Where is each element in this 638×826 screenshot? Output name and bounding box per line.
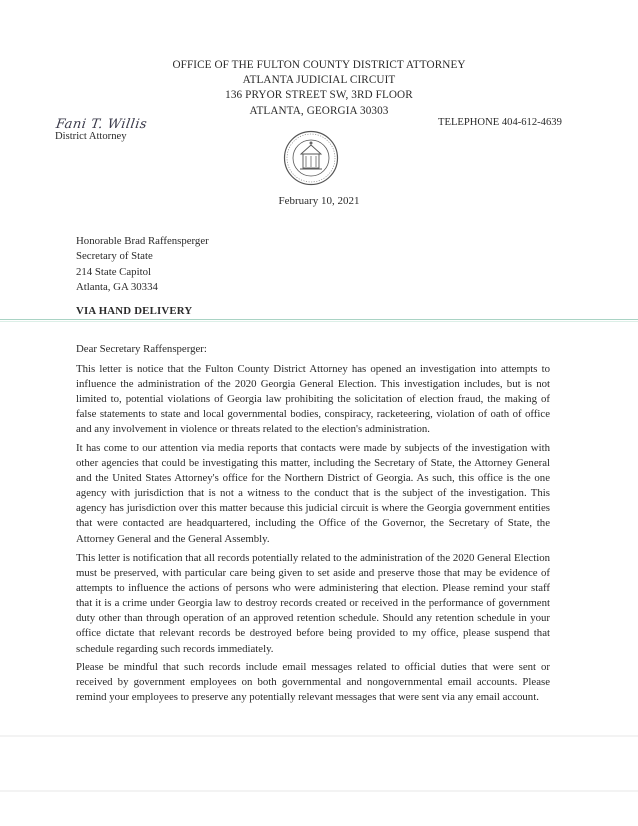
letter-date: February 10, 2021: [278, 195, 360, 207]
delivery-method: VIA HAND DELIVERY: [76, 305, 193, 317]
scan-artifact: [0, 735, 638, 737]
letterhead-circuit: ATLANTA JUDICIAL CIRCUIT: [242, 74, 396, 87]
county-seal-icon: [283, 130, 339, 186]
paragraph-jurisdiction: It has come to our attention via media reports that contacts were made by subjects of the investigation with other agencies that could be investigating this matter, including the Secretary of State, the Attorney General and the United States Attorney's office for the Northern District of Georgia. As such, this office is the one agency with jurisdiction that is not a witness to the conduct that is the subject of the investigation. This agency has jurisdiction over this matter because this judicial circuit is where the Georgia government entities that were contacted are headquartered, including the Office of the Governor, the Secretary of State, the Attorney General and the General Assembly.: [76, 442, 550, 545]
letterhead: [0, 58, 638, 119]
signer-title: District Attorney: [55, 131, 127, 142]
letterhead-city: ATLANTA, GEORGIA 30303: [249, 104, 389, 117]
scan-fold-line: [0, 319, 638, 320]
paragraph-investigation-notice: This letter is notice that the Fulton County District Attorney has opened an investigation into attempts to influence the administration of the 2020 Georgia General Election. This investigation includes, but is not limited to, potential violations of Georgia law prohibiting the solicitation of election fraud, the making of false statements to state and local governmental bodies, conspiracy, racketeering, violation of oath of office and any involvement in violence or threats related to the election's administration.: [76, 363, 550, 436]
letterhead-office: OFFICE OF THE FULTON COUNTY DISTRICT ATTORNEY: [172, 59, 466, 71]
salutation: Dear Secretary Raffensperger:: [76, 343, 207, 355]
paragraph-records-preservation: This letter is notification that all records potentially related to the administration of the 2020 General Election must be preserved, with particular care being given to set aside and preserve those that may be evidence of attempts to influence the actions of persons who were administering that election. Please remind your staff that it is a crime under Georgia law to destroy records created or received in the performance of government duty other than through operation of an approved retention schedule. Should any retention schedule in your office dictate that relevant records be destroyed before being provided to my office, please suspend that schedule regarding such records immediately.: [76, 552, 550, 655]
paragraph-email-records: Please be mindful that such records include email messages related to official duties that were sent or received by government employees on both governmental and nongovernmental email accounts. Please remind your employees to preserve any potentially relevant messages that were sent via any email account.: [76, 661, 550, 704]
recipient-title: Secretary of State: [76, 250, 153, 263]
recipient-address: [76, 234, 209, 296]
scan-fold-line-shadow: [0, 321, 638, 322]
scan-artifact: [0, 790, 638, 792]
letterhead-street: 136 PRYOR STREET SW, 3RD FLOOR: [225, 89, 413, 102]
signature: Fani T. Willis: [54, 117, 149, 132]
telephone: TELEPHONE 404-612-4639: [438, 117, 562, 128]
recipient-street: 214 State Capitol: [76, 265, 151, 278]
recipient-name: Honorable Brad Raffensperger: [76, 235, 209, 247]
recipient-city: Atlanta, GA 30334: [76, 281, 158, 294]
